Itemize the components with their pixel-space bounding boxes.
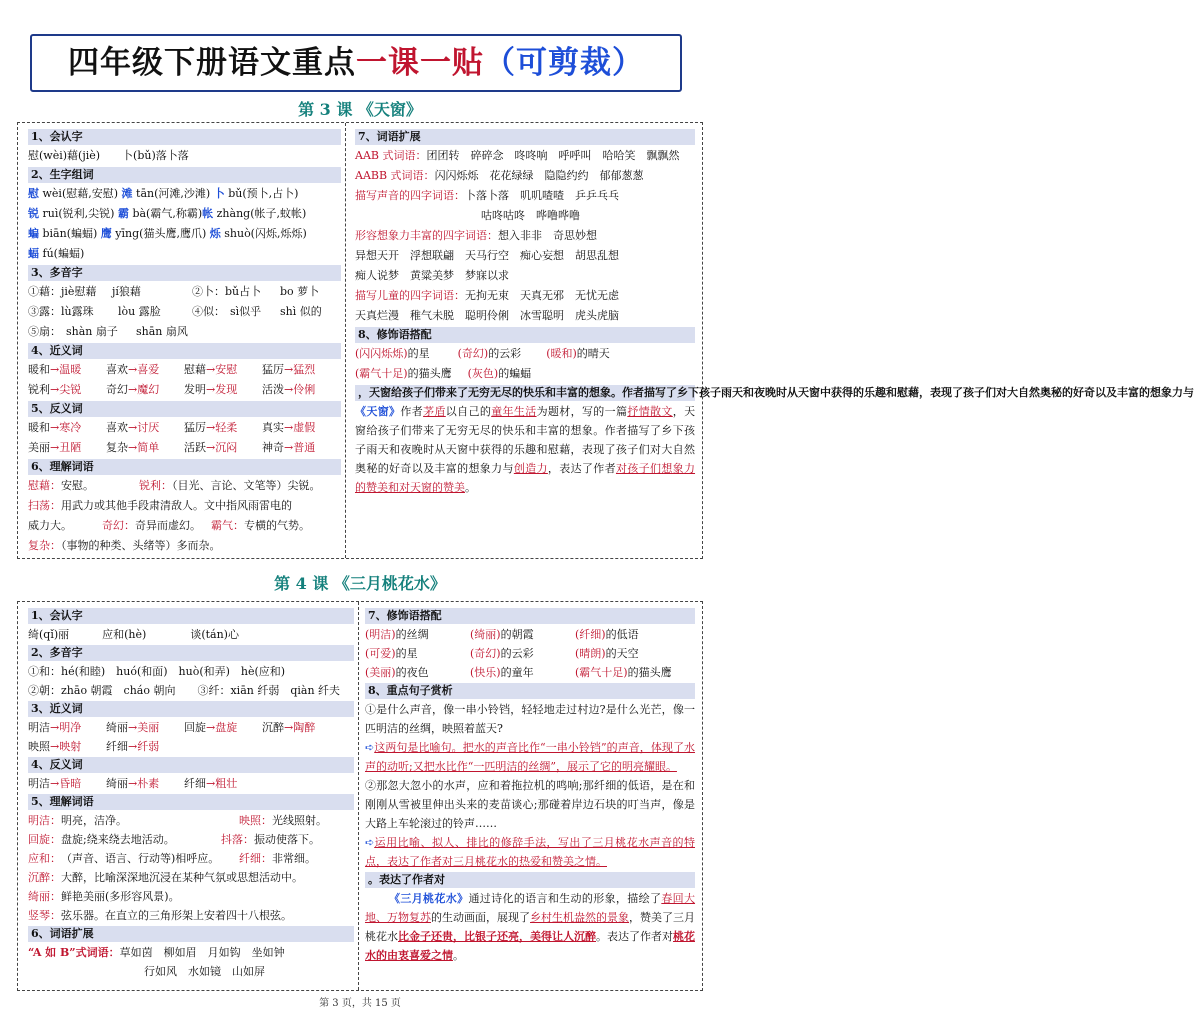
word-pair [106,718,184,737]
pair-word-target: 纤弱 [137,740,160,753]
word-pair [262,380,340,400]
pair-word: 活泼 [262,383,284,396]
section-heading: 2、生字组词 [28,167,341,183]
modified-noun: 的星 [395,647,418,660]
modified-noun: 的云彩 [500,647,534,660]
word-pair [184,718,262,737]
synonym-row [28,737,354,756]
modifier-word: (晴朗) [575,647,606,660]
section-heading: 6、词语扩展 [28,926,354,942]
definition-row: 沉醉：大醉，比喻深深地沉浸在某种气氛或思想活动中。 [28,871,303,884]
definition-row: 应和：（声音、语言、行动等)相呼应。 纤细：非常细。 [28,852,316,865]
modified-noun: 的夜色 [395,666,429,679]
lesson3-title: 第 3 课 《天窗》 [298,100,422,119]
modifier-word: (快乐) [470,666,501,679]
pair-word: 喜欢 [106,421,128,434]
section-heading: 4、近义词 [28,343,341,359]
modifier-word: (纤细) [575,628,606,641]
pair-word: 发明 [184,383,206,396]
definition-row: 回旋：盘旋;绕来绕去地活动。 抖落：振动使落下。 [28,833,320,846]
pair-word-target: 粗壮 [215,777,238,790]
modified-noun: 的童年 [500,666,534,679]
modifier-pair [575,663,691,682]
modifier-row [365,625,695,644]
modifier-pair [470,644,575,663]
expansion-row: 行如风 水如镜 山如屏 [144,965,265,978]
polyphone-row: ①藉：jiè慰藉 jí狼藉 ②卜：bǔ占卜 bo 萝卜 [28,285,320,298]
expansion-row: 天真烂漫 稚气未脱 聪明伶俐 冰雪聪明 虎头虎脑 [355,309,619,322]
pair-word-target: 温暖 [59,363,82,376]
arrow-icon: → [128,740,138,753]
pair-word: 沉醉 [262,721,284,734]
sentence-analysis: ➪运用比喻、拟人、排比的修辞手法，写出了三月桃花水声音的特点，表达了作者对三月桃花水的热爱和赞美之情。 [365,836,695,868]
expansion-row: 描写声音的四字词语：卜落卜落 叽叽喳喳 乒乒乓乓 [355,189,619,202]
pair-word: 慰藉 [184,363,206,376]
arrow-icon: → [50,721,60,734]
section-heading: 8、重点句子赏析 [365,683,695,699]
sentence-analysis: ➪这两句是比喻句。把水的声音比作“一串小铃铛”的声音，体现了水声的动听;又把水比作“一匹明洁的丝绸”，展示了它的明亮耀眼。 [365,741,695,773]
word-pair [28,418,106,438]
modifier-word: (奇幻) [470,647,501,660]
modifier-row [365,644,695,663]
arrow-icon: → [128,721,138,734]
pair-word: 猛厉 [262,363,284,376]
word-row: 蝙 biān(蝙蝠) 鹰 yīng(猫头鹰,鹰爪) 烁 shuò(闪烁,烁烁) [28,227,307,240]
pair-word-target: 安慰 [215,363,238,376]
modified-noun: 的猫头鹰 [627,666,672,679]
polyphone-row: ⑤扇： shàn 扇子 shān 扇风 [28,325,188,338]
definition-row: 扫荡：用武力或其他手段肃清敌人。文中指风雨雷电的 [28,499,292,512]
word-pair [262,438,340,458]
expansion-row: 形容想象力丰富的四字词语：想入非非 奇思妙想 [355,229,597,242]
arrow-icon: → [206,777,216,790]
antonym-row [28,774,354,793]
pair-word-target: 轻柔 [215,421,238,434]
definition-row: 威力大。 奇幻：奇异而虚幻。 霸气：专横的气势。 [28,519,310,532]
section-heading: 。表达了作者对 [365,872,695,888]
synonym-row [28,718,354,737]
word-pair [184,438,262,458]
pair-word-target: 朴素 [137,777,160,790]
arrow-icon: → [206,441,216,454]
definition-row: 竖琴：弦乐器。在直立的三角形架上安着四十八根弦。 [28,909,292,922]
pair-word-target: 简单 [137,441,160,454]
arrow-icon: → [206,363,216,376]
theme-paragraph: 《三月桃花水》通过诗化的语言和生动的形象，描绘了春回大地、万物复苏的生动画面，展现了乡村生机盎然的景象，赞美了三月桃花水比金子还贵，比银子还亮，美得让人沉醉。表达了作者对桃花水的由衷喜爱之情。 [365,892,696,962]
word-pair [262,360,340,380]
lesson3-left-column [28,128,341,556]
pair-word-target: 丑陋 [59,441,82,454]
pair-word: 奇幻 [106,383,128,396]
pair-word-target: 陶醉 [293,721,316,734]
polyphone-row: ②朝：zhāo 朝霞 cháo 朝向 ③纤：xiān 纤弱 qiàn 纤夫 [28,684,341,697]
arrow-icon: → [50,740,60,753]
modifier-word: (霸气十足) [575,666,628,679]
theme-paragraph: 《天窗》作者茅盾以自己的童年生活为题材，写的一篇抒情散文，天窗给孩子们带来了无穷无尽的快乐和丰富的想象。作者描写了乡下孩子雨天和夜晚时从天窗中获得的乐趣和慰藉，表现了孩子们对大自然奥秘的好奇以及丰富的想象力与创造力，表达了作者对孩子们想象力的赞美和对天窗的赞美。 [355,405,696,494]
section-heading: 1、会认字 [28,608,354,624]
word-row: 锐 ruì(锐利,尖锐) 霸 bà(霸气,称霸)帐 zhàng(帐子,蚊帐) [28,207,307,220]
word-pair [106,438,184,458]
modified-noun: 的朝霞 [500,628,534,641]
arrow-icon: → [50,421,60,434]
modifier-pair [575,644,691,663]
pair-word-target: 发现 [215,383,238,396]
arrow-icon: → [50,363,60,376]
arrow-icon: → [50,777,60,790]
modifier-word: (可爱) [365,647,396,660]
key-sentence: ①是什么声音，像一串小铃铛，轻轻地走过村边?是什么光芒，像一匹明洁的丝绸，映照着蓝天? [365,703,695,735]
arrow-icon: → [284,441,294,454]
pair-word: 暖和 [28,363,50,376]
arrow-icon: → [128,383,138,396]
pair-word-target: 盘旋 [215,721,238,734]
word-pair [184,380,262,400]
modifier-row: (闪闪烁烁)的星 (奇幻)的云彩 (暖和)的晴天 [355,347,610,360]
literacy-chars: 绮(qǐ)丽 应和(hè) 谈(tán)心 [28,628,239,641]
pair-word: 活跃 [184,441,206,454]
pair-word-target: 猛烈 [293,363,316,376]
pair-word: 美丽 [28,441,50,454]
pair-word-target: 明净 [59,721,82,734]
word-pair [262,718,340,737]
arrow-icon: → [284,363,294,376]
antonym-row [28,418,341,438]
arrow-icon: ➪ [365,836,375,849]
arrow-icon: → [128,363,138,376]
definition-row: 明洁：明亮，洁净。 映照：光线照射。 [28,814,327,827]
word-row: 蝠 fú(蝙蝠) [28,247,85,260]
definition-row: 慰藉：安慰。 锐利：（目光、言论、文笔等）尖锐。 [28,479,321,492]
word-pair [28,380,106,400]
word-pair [106,418,184,438]
pair-word: 映照 [28,740,50,753]
pair-word: 猛厉 [184,421,206,434]
arrow-icon: → [206,721,216,734]
modifier-pair [365,644,470,663]
pair-word: 纤细 [106,740,128,753]
section-heading: 3、多音字 [28,265,341,281]
modifier-pair [365,625,470,644]
word-pair [106,774,184,793]
section-heading: 6、理解词语 [28,459,341,475]
expansion-row: 痴人说梦 黄粱美梦 梦寐以求 [355,269,509,282]
header-title-main: 四年级下册语文重点 [68,45,356,81]
word-pair [28,718,106,737]
arrow-icon: → [284,721,294,734]
arrow-icon: → [50,441,60,454]
pair-word: 复杂 [106,441,128,454]
pair-word: 锐利 [28,383,50,396]
pair-word-target: 沉闷 [215,441,238,454]
antonym-row [28,438,341,458]
pair-word-target: 魔幻 [137,383,160,396]
pair-word: 明洁 [28,721,50,734]
arrow-icon: → [206,383,216,396]
arrow-icon: → [128,777,138,790]
modifier-word: (绮丽) [470,628,501,641]
modifier-pair [470,663,575,682]
section-heading: 3、近义词 [28,701,354,717]
pair-word-target: 昏暗 [59,777,82,790]
word-pair [28,438,106,458]
arrow-icon: → [284,383,294,396]
lesson3-right-column [355,128,1194,556]
header-title-highlight: 一课一贴 [356,45,484,81]
pair-word: 神奇 [262,441,284,454]
synonym-row [28,360,341,380]
section-heading: ，天窗给孩子们带来了无穷无尽的快乐和丰富的想象。作者描写了乡下孩子雨天和夜晚时从天窗中获得的乐趣和慰藉，表现了孩子们对大自然奥秘的好奇以及丰富的想象力与 [355,385,695,401]
section-heading: 4、反义词 [28,757,354,773]
pair-word: 真实 [262,421,284,434]
pair-word-target: 寒冷 [59,421,82,434]
modifier-row: (霸气十足)的猫头鹰 (灰色)的蝙蝠 [355,367,532,380]
section-heading: 2、多音字 [28,645,354,661]
header-title-note: （可剪裁） [484,45,644,81]
lesson4-title: 第 4 课 《三月桃花水》 [274,574,446,593]
pair-word-target: 映射 [59,740,82,753]
polyphone-row: ③露：lù露珠 lòu 露脸 ④似： sì似乎 shì 似的 [28,305,322,318]
arrow-icon: → [284,421,294,434]
pair-word: 暖和 [28,421,50,434]
definition-row: 绮丽：鲜艳美丽(多形容风景)。 [28,890,180,903]
literacy-chars: 慰(wèi)藉(jiè) 卜(bǔ)落卜落 [28,149,189,162]
section-heading: 5、反义词 [28,401,341,417]
modifier-pair [575,625,691,644]
modifier-row [365,663,695,682]
word-pair [106,360,184,380]
modifier-word: (美丽) [365,666,396,679]
section-heading: 1、会认字 [28,129,341,145]
word-pair [262,418,340,438]
pair-word-target: 美丽 [137,721,160,734]
section-heading: 7、词语扩展 [355,129,695,145]
word-pair [28,360,106,380]
pair-word: 纤细 [184,777,206,790]
pair-word: 明洁 [28,777,50,790]
word-pair [106,737,184,756]
pair-word: 回旋 [184,721,206,734]
polyphone-row: ①和：hé(和睦) huó(和面) huò(和弄) hè(应和) [28,665,286,678]
modifier-word: (明洁) [365,628,396,641]
lesson4-left-column [28,607,354,989]
arrow-icon: → [128,441,138,454]
page-footer: 第 3 页，共 15 页 [319,998,401,1009]
definition-row: 复杂：（事物的种类、头绪等）多而杂。 [28,539,221,552]
lesson4-right-column [365,607,695,989]
word-pair [28,774,106,793]
arrow-icon: → [50,383,60,396]
word-pair [184,360,262,380]
word-pair [28,737,106,756]
pair-word-target: 尖锐 [59,383,82,396]
section-heading: 7、修饰语搭配 [365,608,695,624]
modified-noun: 的低语 [605,628,639,641]
arrow-icon: → [206,421,216,434]
word-row: 慰 wèi(慰藉,安慰) 滩 tān(河滩,沙滩) 卜 bǔ(预卜,占卜) [28,187,299,200]
expansion-row: “A 如 B”式词语：草如茵 柳如眉 月如钩 坐如钟 [28,946,285,959]
page-header [30,34,682,92]
pair-word-target: 讨厌 [137,421,160,434]
expansion-row: AAB 式词语：团团转 碎碎念 咚咚响 呼呼叫 哈哈笑 飘飘然 [355,149,680,162]
modified-noun: 的丝绸 [395,628,429,641]
pair-word-target: 伶俐 [293,383,316,396]
key-sentence: ②那忽大忽小的水声，应和着拖拉机的鸣响;那纤细的低语，是在和刚刚从雪被里伸出头来的麦苗谈心;那碰着岸边石块的叮当声，像是大路上车轮滚过的铃声…… [365,779,695,830]
pair-word: 绮丽 [106,777,128,790]
modifier-pair [470,625,575,644]
modified-noun: 的天空 [605,647,639,660]
arrow-icon: ➪ [365,741,375,754]
pair-word-target: 普通 [293,441,316,454]
pair-word: 喜欢 [106,363,128,376]
word-pair [184,418,262,438]
expansion-row: AABB 式词语：闪闪烁烁 花花绿绿 隐隐约约 郁郁葱葱 [355,169,644,182]
pair-word-target: 虚假 [293,421,316,434]
word-pair [106,380,184,400]
arrow-icon: → [128,421,138,434]
pair-word: 绮丽 [106,721,128,734]
synonym-row [28,380,341,400]
expansion-row: 描写儿童的四字词语：无拘无束 天真无邪 无忧无虑 [355,289,619,302]
modifier-pair [365,663,470,682]
expansion-row: 异想天开 浮想联翩 天马行空 痴心妄想 胡思乱想 [355,249,619,262]
section-heading: 8、修饰语搭配 [355,327,695,343]
section-heading: 5、理解词语 [28,794,354,810]
pair-word-target: 喜爱 [137,363,160,376]
expansion-row: 咕咚咕咚 哗噜哗噜 [481,209,580,222]
word-pair [184,774,262,793]
